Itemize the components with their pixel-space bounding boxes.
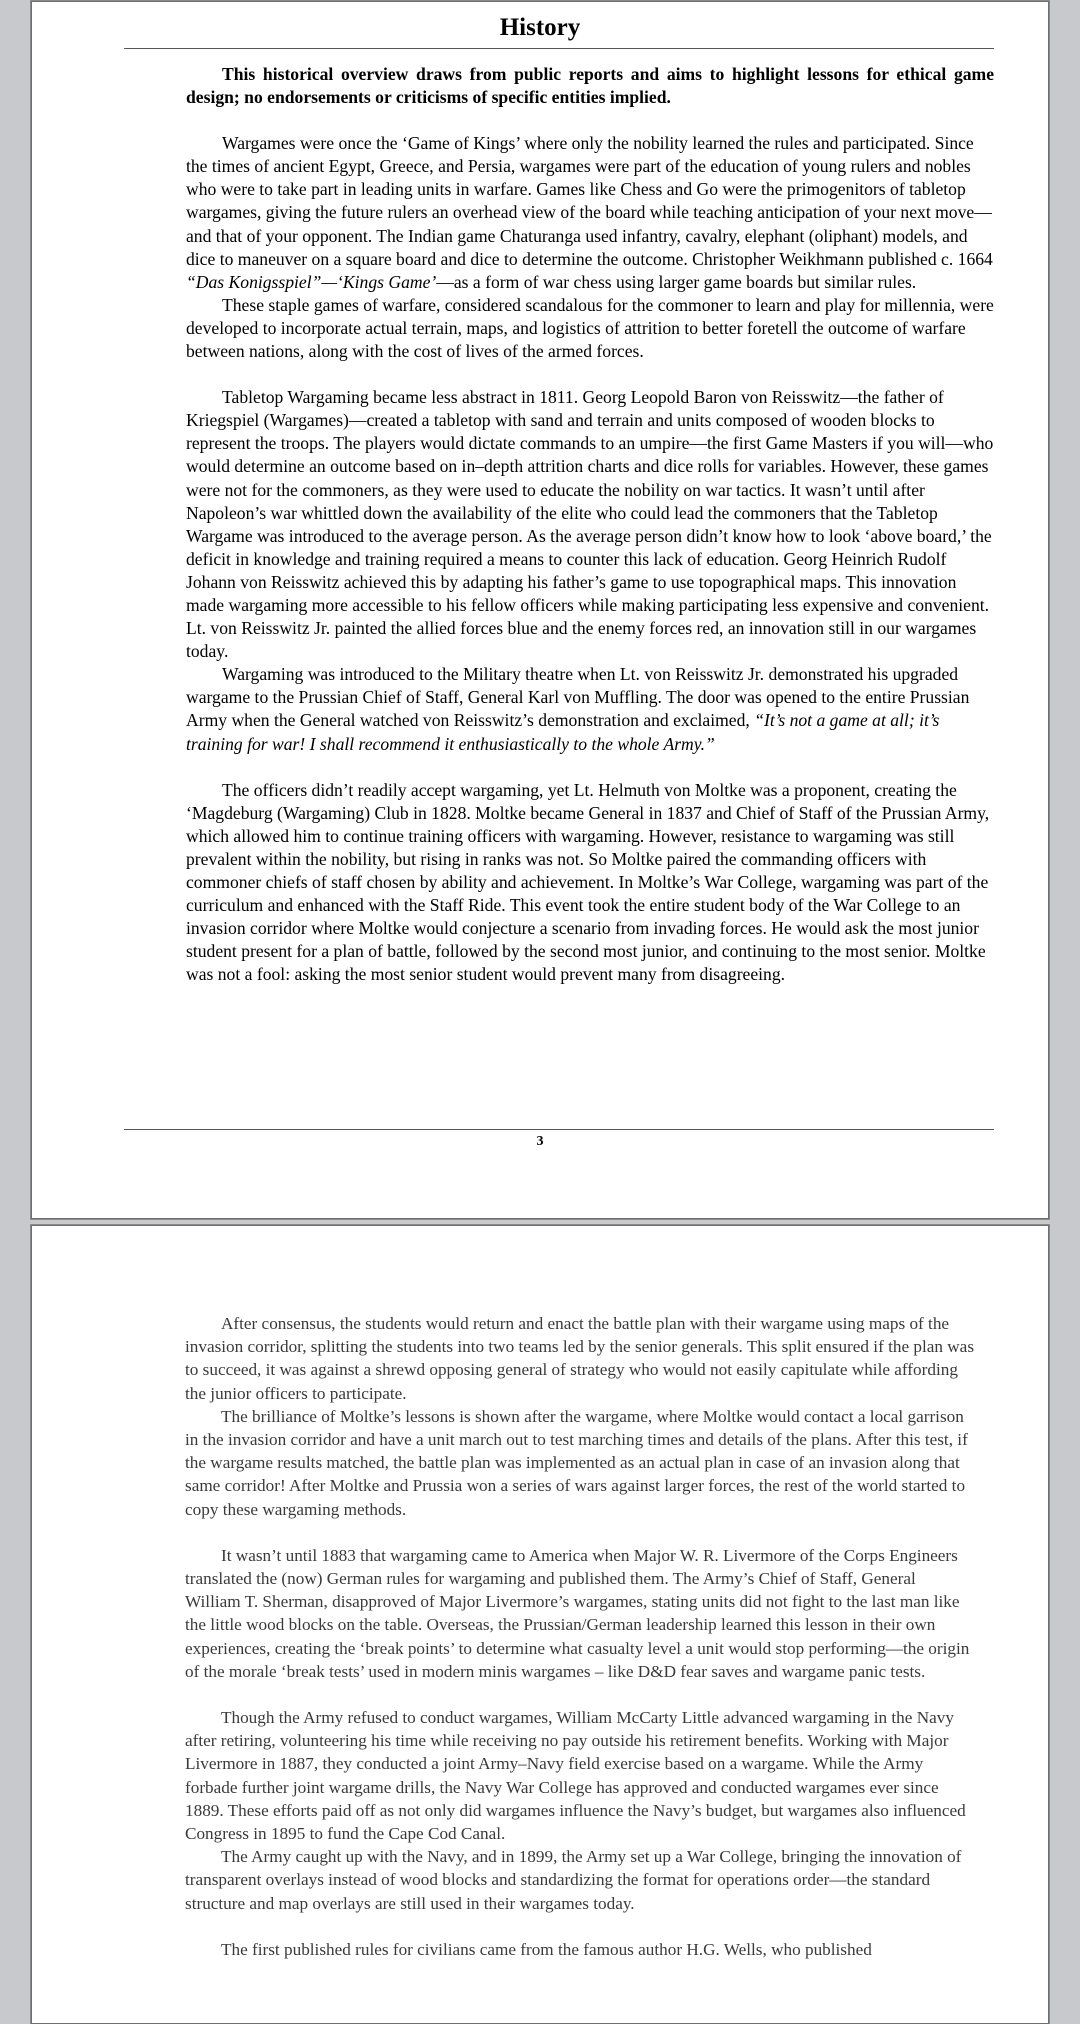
disclaimer-paragraph: This historical overview draws from public reports and aims to highlight lessons for ethical game design; no endorsements or criticisms of specific entities implied. (186, 64, 994, 108)
paragraph-navy: Though the Army refused to conduct wargames, William McCarty Little advanced wargaming in the Navy after retiring, volunteering his time while receiving no pay outside his retirement benefits. Working with Major Livermore in 1887, they conducted a joint Army–Navy field exercise based on a wargame. While the Army forbade further joint wargame drills, the Navy War College has approved and conducted wargames ever since 1889. These efforts paid off as not only did wargames influence the Navy’s budget, but wargames also influenced Congress in 1895 to fund the Cape Cod Canal. (185, 1708, 966, 1844)
paragraph-moltke-lessons: The brilliance of Moltke’s lessons is shown after the wargame, where Moltke would contact a local garrison in the invasion corridor and have a unit march out to test marching times and details of the plans. After this test, if the wargame results matched, the battle plan was implemented as an actual plan in case of an invasion along that same corridor! After Moltke and Prussia won a series of wars against larger forces, the rest of the world started to copy these wargaming methods. (185, 1406, 968, 1519)
paragraph-moltke: The officers didn’t readily accept wargaming, yet Lt. Helmuth von Moltke was a proponent, creating the ‘Magdeburg (Wargaming) Club in 1828. Moltke became General in 1837 and Chief of Staff of the Prussian Army, which allowed him to continue training officers with wargaming. However, resistance to wargaming was still prevalent within the nobility, but rising in ranks was not. So Moltke paired the commanding officers with commoner chiefs of staff chosen by ability and achievement. In Moltke’s War College, wargaming was part of the curriculum and enhanced with the Staff Ride. This event took the entire student body of the War College to an invasion corridor where Moltke would conjecture a scenario from invading forces. He would ask the most junior student present for a plan of battle, followed by the second most junior, and continuing to the most senior. Moltke was not a fool: asking the most senior student would prevent many from disagreeing. (186, 779, 990, 985)
page-title: History (499, 14, 581, 41)
page-2-body (185, 1312, 975, 1961)
paragraph-kriegspiel: Tabletop Wargaming became less abstract in 1811. Georg Leopold Baron von Reisswitz—the father of Kriegspiel (Wargames)—created a tabletop with sand and terrain and units composed of wooden blocks to represent the troops. The players would dictate commands to an umpire—the first Game Masters if you will—who would determine an outcome based on in–depth attrition charts and dice rolls for variables. However, these games were not for the commoners, as they were used to educate the nobility on war tactics. It wasn’t until after Napoleon’s war whittled down the availability of the elite who could lead the commoners that the Tabletop Wargame was introduced to the average person. As the average person didn’t know how to look ‘above board,’ the deficit in knowledge and training required a means to counter this lack of education. Georg Heinrich Rudolf Johann von Reisswitz achieved this by adapting his father’s game to use topographical maps. This innovation made wargaming more accessible to his fellow officers while making participating less expensive and convenient. Lt. von Reisswitz Jr. painted the allied forces blue and the enemy forces red, an innovation still in our wargames today. (186, 387, 994, 662)
header-rule (124, 48, 994, 49)
paragraph-text: —as a form of war chess using larger game boards but similar rules. (436, 271, 917, 292)
paragraph-text: Wargames were once the ‘Game of Kings’ where only the nobility learned the rules and participated. Since the times of ancient Egypt, Greece, and Persia, wargames were part of the education of young rulers and nobles who were to take part in leading units in warfare. Games like Chess and Go were the primogenitors of tabletop wargames, giving the future rulers an overhead view of the board while teaching anticipation of your next move—and that of your opponent. The Indian game Chaturanga used infantry, cavalry, elephant (oliphant) models, and dice to maneuver on a square board and dice to determine the outcome. Christopher Weikhmann published c. 1664 (186, 133, 993, 269)
italic-title: “Das Konigsspiel”—‘Kings Game’ (186, 271, 437, 292)
page-1-body (186, 63, 994, 986)
paragraph-text: Wargaming was introduced to the Military theatre when Lt. von Reisswitz Jr. demonstrated his upgraded wargame to the Prussian Chief of Staff, General Karl von Muffling. The door was opened to the entire Prussian Army when the General watched von Reisswitz’s demonstration and exclaimed, (186, 664, 970, 731)
paragraph-america-1883: It wasn’t until 1883 that wargaming came to America when Major W. R. Livermore of the Corps Engineers translated the (now) German rules for wargaming and published them. The Army’s Chief of Staff, General William T. Sherman, disapproved of Major Livermore’s wargames, stating units did not fight to the last man like the little wood blocks on the table. Overseas, the Prussian/German leadership learned this lesson in their own experiences, creating the ‘break points’ to determine what casualty level a unit would stop performing—the origin of the morale ‘break tests’ used in modern minis wargames – like D&D fear saves and wargame panic tests. (185, 1545, 970, 1681)
page-number: 3 (536, 1134, 544, 1149)
paragraph-army-war-college: The Army caught up with the Navy, and in 1899, the Army set up a War College, bringing the innovation of transparent overlays instead of wood blocks and standardizing the format for operations order—the standard structure and map overlays are still used in their wargames today. (185, 1847, 962, 1913)
paragraph-military-theatre (186, 663, 994, 755)
paragraph-consensus: After consensus, the students would return and enact the battle plan with their wargame using maps of the invasion corridor, splitting the students into two teams led by the senior generals. This split ensured if the plan was to succeed, it was against a shrewd opposing general of strategy who would not easily capitulate while affording the junior officers to participate. (185, 1314, 975, 1403)
paragraph-games-of-kings (186, 132, 994, 294)
paragraph-hg-wells: The first published rules for civilians came from the famous author H.G. Wells, who published (221, 1939, 872, 1959)
document-page-1 (30, 0, 1050, 1220)
footer-rule (124, 1129, 994, 1130)
document-page-2 (30, 1224, 1050, 2024)
italic-quote: “It’s not a game at all; it’s training for war! I shall recommend it enthusiastically to the whole Army.” (186, 710, 940, 754)
paragraph-staple-games: These staple games of warfare, considered scandalous for the commoner to learn and play for millennia, were developed to incorporate actual terrain, maps, and logistics of attrition to better foretell the outcome of warfare between nations, along with the cost of lives of the armed forces. (186, 294, 994, 362)
